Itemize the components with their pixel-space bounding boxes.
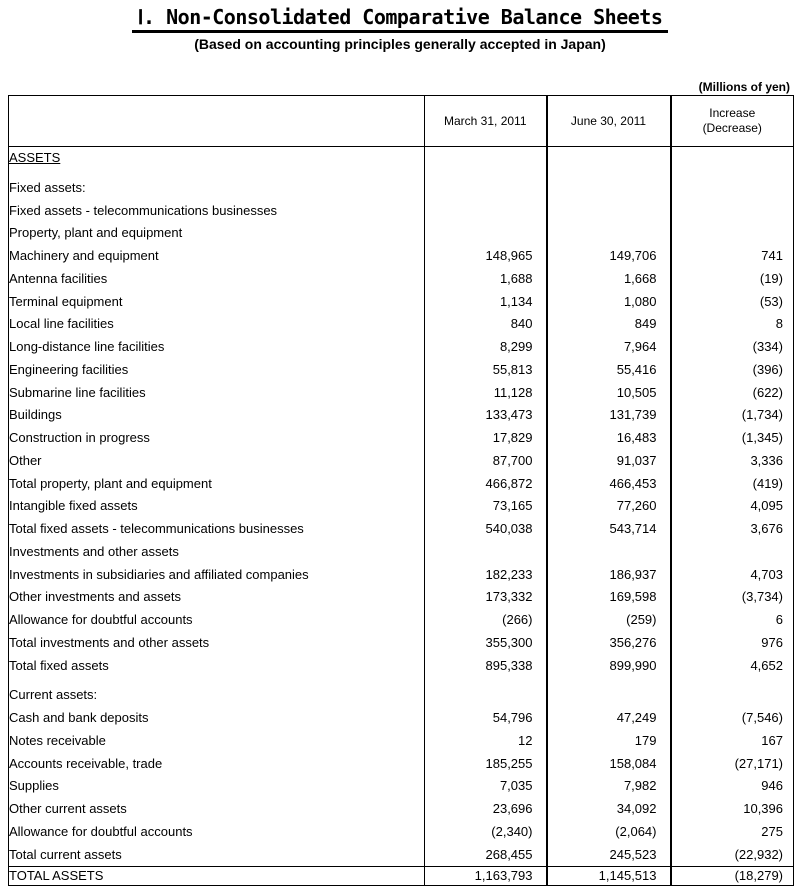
total-june: 1,145,513 xyxy=(547,867,671,886)
table-row xyxy=(9,147,794,170)
row-label: Notes receivable xyxy=(9,730,425,753)
table-row xyxy=(9,313,794,336)
value-change: 4,095 xyxy=(671,495,794,518)
row-label: Allowance for doubtful accounts xyxy=(9,821,425,844)
header-june: June 30, 2011 xyxy=(547,96,671,147)
value-change: (1,345) xyxy=(671,427,794,450)
table-row xyxy=(9,775,794,798)
table-row xyxy=(9,564,794,587)
value-june xyxy=(547,177,671,200)
row-label: Total property, plant and equipment xyxy=(9,473,425,496)
value-june: 169,598 xyxy=(547,586,671,609)
value-change: 4,703 xyxy=(671,564,794,587)
value-march: 840 xyxy=(425,313,547,336)
table-row xyxy=(9,245,794,268)
row-label: Terminal equipment xyxy=(9,291,425,314)
row-label: Submarine line facilities xyxy=(9,382,425,405)
table-row xyxy=(9,495,794,518)
value-march: 1,688 xyxy=(425,268,547,291)
value-march: 17,829 xyxy=(425,427,547,450)
value-change: 3,336 xyxy=(671,450,794,473)
table-row xyxy=(9,291,794,314)
table-row xyxy=(9,382,794,405)
total-march: 1,163,793 xyxy=(425,867,547,886)
row-label: Fixed assets - telecommunications businesses xyxy=(9,200,425,223)
row-label: Other investments and assets xyxy=(9,586,425,609)
value-change: 167 xyxy=(671,730,794,753)
table-row xyxy=(9,609,794,632)
table-row xyxy=(9,730,794,753)
value-june xyxy=(547,541,671,564)
value-march: 148,965 xyxy=(425,245,547,268)
table-row xyxy=(9,450,794,473)
units-note: (Millions of yen) xyxy=(698,80,790,94)
value-june: 849 xyxy=(547,313,671,336)
row-label: Supplies xyxy=(9,775,425,798)
row-label: Total investments and other assets xyxy=(9,632,425,655)
value-june xyxy=(547,684,671,707)
spacer-row xyxy=(9,170,794,177)
value-june: 1,668 xyxy=(547,268,671,291)
table-row xyxy=(9,518,794,541)
value-march: (266) xyxy=(425,609,547,632)
row-label: Total current assets xyxy=(9,844,425,867)
value-change: (7,546) xyxy=(671,707,794,730)
spacer-cell xyxy=(425,170,547,177)
row-label: ASSETS xyxy=(9,147,425,170)
row-label: Local line facilities xyxy=(9,313,425,336)
value-change xyxy=(671,541,794,564)
spacer-cell xyxy=(671,170,794,177)
table-row xyxy=(9,268,794,291)
value-june: 179 xyxy=(547,730,671,753)
row-label: Other current assets xyxy=(9,798,425,821)
table-row xyxy=(9,586,794,609)
value-march: 54,796 xyxy=(425,707,547,730)
row-label: Property, plant and equipment xyxy=(9,222,425,245)
value-march: 355,300 xyxy=(425,632,547,655)
value-march: 23,696 xyxy=(425,798,547,821)
row-label: Total fixed assets xyxy=(9,655,425,678)
value-change xyxy=(671,200,794,223)
row-label: Intangible fixed assets xyxy=(9,495,425,518)
value-june: 34,092 xyxy=(547,798,671,821)
table-row xyxy=(9,632,794,655)
table-row xyxy=(9,200,794,223)
table-row xyxy=(9,177,794,200)
value-march: (2,340) xyxy=(425,821,547,844)
value-june xyxy=(547,147,671,170)
value-change: (22,932) xyxy=(671,844,794,867)
value-change: (1,734) xyxy=(671,404,794,427)
value-march: 173,332 xyxy=(425,586,547,609)
value-june: 7,964 xyxy=(547,336,671,359)
row-label: Investments in subsidiaries and affiliated companies xyxy=(9,564,425,587)
value-june: 47,249 xyxy=(547,707,671,730)
value-march: 133,473 xyxy=(425,404,547,427)
spacer-cell xyxy=(547,170,671,177)
value-march: 185,255 xyxy=(425,753,547,776)
value-june: 158,084 xyxy=(547,753,671,776)
value-march xyxy=(425,200,547,223)
value-june: 186,937 xyxy=(547,564,671,587)
value-change: 976 xyxy=(671,632,794,655)
row-label: Machinery and equipment xyxy=(9,245,425,268)
value-march: 540,038 xyxy=(425,518,547,541)
value-change: 946 xyxy=(671,775,794,798)
total-assets-row xyxy=(9,867,794,886)
spacer-row xyxy=(9,677,794,684)
row-label: Long-distance line facilities xyxy=(9,336,425,359)
value-march: 55,813 xyxy=(425,359,547,382)
value-june: 131,739 xyxy=(547,404,671,427)
header-change-line2: (Decrease) xyxy=(702,121,762,135)
spacer-cell xyxy=(9,677,425,684)
value-change: 10,396 xyxy=(671,798,794,821)
spacer-cell xyxy=(425,677,547,684)
value-change xyxy=(671,147,794,170)
value-change: (334) xyxy=(671,336,794,359)
table-header-row xyxy=(9,96,794,147)
row-label: Current assets: xyxy=(9,684,425,707)
value-change: (27,171) xyxy=(671,753,794,776)
value-march: 1,134 xyxy=(425,291,547,314)
spacer-cell xyxy=(547,677,671,684)
value-change: (3,734) xyxy=(671,586,794,609)
table-row xyxy=(9,821,794,844)
value-change: 4,652 xyxy=(671,655,794,678)
table-row xyxy=(9,404,794,427)
value-march: 87,700 xyxy=(425,450,547,473)
table-row xyxy=(9,222,794,245)
value-june: 1,080 xyxy=(547,291,671,314)
value-march: 7,035 xyxy=(425,775,547,798)
row-label: Construction in progress xyxy=(9,427,425,450)
table-row xyxy=(9,684,794,707)
value-june: 149,706 xyxy=(547,245,671,268)
row-label: Antenna facilities xyxy=(9,268,425,291)
value-june: 77,260 xyxy=(547,495,671,518)
header-change-line1: Increase xyxy=(709,106,756,120)
value-march: 11,128 xyxy=(425,382,547,405)
value-change xyxy=(671,222,794,245)
value-change: (622) xyxy=(671,382,794,405)
table-row xyxy=(9,541,794,564)
row-label: Engineering facilities xyxy=(9,359,425,382)
table-row xyxy=(9,798,794,821)
header-label-cell xyxy=(9,96,425,147)
value-june: 245,523 xyxy=(547,844,671,867)
value-june: 7,982 xyxy=(547,775,671,798)
row-label: Accounts receivable, trade xyxy=(9,753,425,776)
header-change xyxy=(671,96,794,147)
value-change: (53) xyxy=(671,291,794,314)
row-label: Total fixed assets - telecommunications businesses xyxy=(9,518,425,541)
value-march: 182,233 xyxy=(425,564,547,587)
value-march: 12 xyxy=(425,730,547,753)
value-june: 899,990 xyxy=(547,655,671,678)
value-june xyxy=(547,200,671,223)
value-march xyxy=(425,222,547,245)
table-row xyxy=(9,336,794,359)
value-march xyxy=(425,684,547,707)
value-change: 6 xyxy=(671,609,794,632)
total-change: (18,279) xyxy=(671,867,794,886)
value-march: 895,338 xyxy=(425,655,547,678)
spacer-cell xyxy=(671,677,794,684)
value-june: 10,505 xyxy=(547,382,671,405)
value-change: (396) xyxy=(671,359,794,382)
value-june: 466,453 xyxy=(547,473,671,496)
value-march: 466,872 xyxy=(425,473,547,496)
value-change: (419) xyxy=(671,473,794,496)
row-label: Cash and bank deposits xyxy=(9,707,425,730)
table-row xyxy=(9,473,794,496)
balance-sheet-table xyxy=(8,95,794,886)
value-change: 8 xyxy=(671,313,794,336)
table-row xyxy=(9,753,794,776)
value-march xyxy=(425,541,547,564)
value-change: 741 xyxy=(671,245,794,268)
value-change xyxy=(671,684,794,707)
value-june: 543,714 xyxy=(547,518,671,541)
document-subtitle: (Based on accounting principles generally accepted in Japan) xyxy=(194,36,606,52)
value-march xyxy=(425,147,547,170)
row-label: Buildings xyxy=(9,404,425,427)
value-change: (19) xyxy=(671,268,794,291)
value-march: 73,165 xyxy=(425,495,547,518)
value-june: (2,064) xyxy=(547,821,671,844)
document-title-text: Ⅰ. Non-Consolidated Comparative Balance Sheets xyxy=(132,5,669,33)
value-march xyxy=(425,177,547,200)
document-title xyxy=(0,5,800,29)
value-june: 16,483 xyxy=(547,427,671,450)
row-label: Other xyxy=(9,450,425,473)
table-row xyxy=(9,359,794,382)
table-row xyxy=(9,707,794,730)
value-june: 356,276 xyxy=(547,632,671,655)
value-june xyxy=(547,222,671,245)
table-row xyxy=(9,655,794,678)
table-row xyxy=(9,844,794,867)
table-row xyxy=(9,427,794,450)
header-march: March 31, 2011 xyxy=(425,96,547,147)
value-june: 55,416 xyxy=(547,359,671,382)
value-march: 268,455 xyxy=(425,844,547,867)
value-june: 91,037 xyxy=(547,450,671,473)
value-change: 275 xyxy=(671,821,794,844)
value-june: (259) xyxy=(547,609,671,632)
value-change xyxy=(671,177,794,200)
row-label: Allowance for doubtful accounts xyxy=(9,609,425,632)
row-label: Fixed assets: xyxy=(9,177,425,200)
row-label: Investments and other assets xyxy=(9,541,425,564)
value-change: 3,676 xyxy=(671,518,794,541)
value-march: 8,299 xyxy=(425,336,547,359)
spacer-cell xyxy=(9,170,425,177)
total-label: TOTAL ASSETS xyxy=(9,867,425,886)
